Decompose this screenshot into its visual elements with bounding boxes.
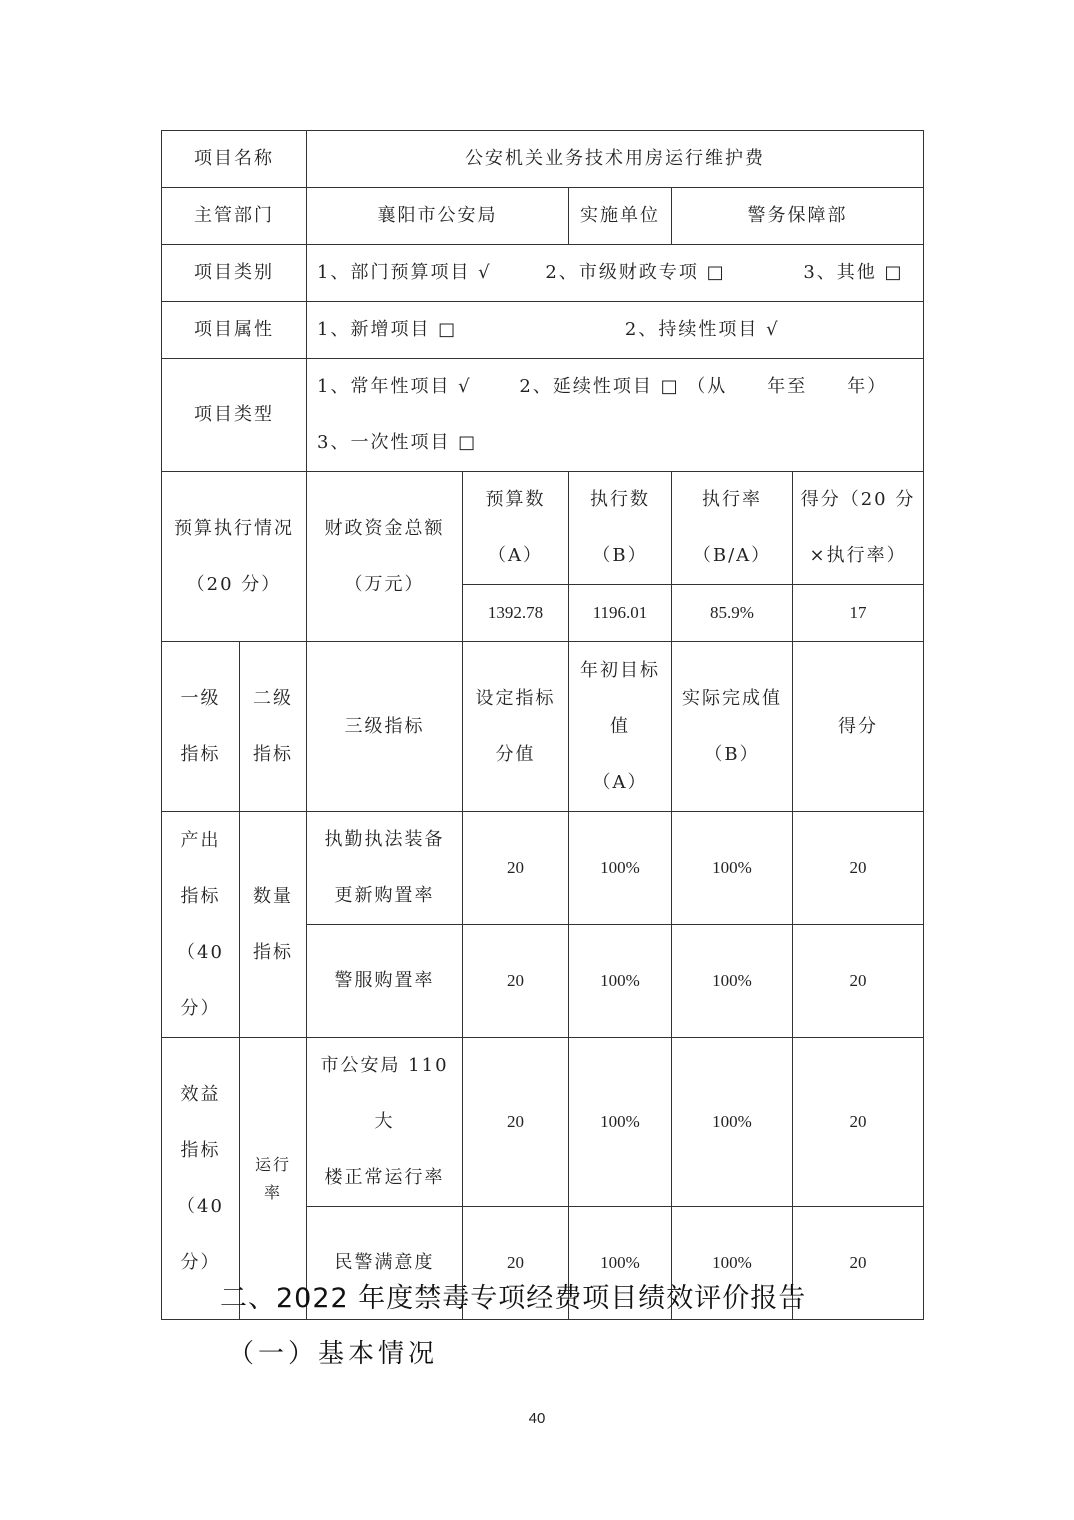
type-option-continuing: 2、延续性项目 □ （从 年至 年） — [519, 376, 888, 397]
target-cell: 100% — [569, 1207, 672, 1320]
level3-item-name — [307, 812, 463, 925]
score-cell: 20 — [793, 925, 924, 1038]
row-type — [162, 359, 924, 472]
set-score-header — [463, 642, 569, 812]
level2-quantity-line1: 数量 — [253, 885, 293, 907]
impl-unit-value: 警务保障部 — [672, 188, 924, 245]
category-option-other: 3、其他 □ — [803, 262, 904, 283]
level1-header — [162, 642, 240, 812]
budget-score-header-line1: 得分（20 分 — [800, 489, 916, 510]
level2-quantity — [240, 812, 307, 1038]
page-number: 40 — [528, 1410, 546, 1427]
exec-amount-header — [569, 472, 672, 585]
exec-rate-header-line2: （B/A） — [692, 545, 772, 566]
attribute-option-ongoing: 2、持续性项目 √ — [624, 319, 780, 340]
type-label: 项目类型 — [162, 359, 307, 472]
budget-score-header-line2: ×执行率） — [809, 545, 907, 566]
set-score-cell: 20 — [463, 1207, 569, 1320]
type-option-annual: 1、常年性项目 √ — [317, 376, 472, 397]
exec-rate-header — [672, 472, 793, 585]
set-score-cell: 20 — [463, 925, 569, 1038]
budget-amount-value: 1392.78 — [463, 585, 569, 642]
level2-quantity-line2: 指标 — [253, 941, 293, 963]
attribute-option-new: 1、新增项目 □ — [317, 319, 458, 340]
exec-rate-value: 85.9% — [672, 585, 793, 642]
target-header-line3: （A） — [592, 771, 648, 793]
level1-output-line4: 分） — [180, 997, 221, 1019]
actual-header-line1: 实际完成值 — [682, 687, 782, 709]
set-score-cell: 20 — [463, 812, 569, 925]
actual-cell: 100% — [672, 925, 793, 1038]
department-label: 主管部门 — [162, 188, 307, 245]
level3-item-name — [307, 1038, 463, 1207]
level1-output — [162, 812, 240, 1038]
category-option-city-special: 2、市级财政专项 □ — [545, 262, 726, 283]
exec-amount-header-line2: （B） — [592, 545, 648, 566]
level1-header-line1: 一级 — [180, 687, 221, 709]
level2-operation-rate-line2: 率 — [263, 1182, 282, 1202]
level1-output-line1: 产出 — [180, 829, 221, 851]
performance-table — [161, 130, 924, 1320]
level2-header-line2: 指标 — [253, 743, 293, 765]
set-score-header-line1: 设定指标 — [475, 687, 556, 709]
level1-output-line2: 指标 — [180, 885, 221, 907]
category-option-dept-budget: 1、部门预算项目 √ — [317, 262, 492, 283]
level2-header-line1: 二级 — [253, 687, 293, 709]
level1-header-line2: 指标 — [180, 743, 221, 765]
exec-amount-header-line1: 执行数 — [590, 489, 650, 510]
type-options — [307, 359, 924, 472]
actual-header — [672, 642, 793, 812]
row-project-name — [162, 131, 924, 188]
target-header — [569, 642, 672, 812]
level3-item-name-line1: 市公安局 110 大 — [320, 1055, 449, 1132]
attribute-label: 项目属性 — [162, 302, 307, 359]
level2-header — [240, 642, 307, 812]
level3-item-name-line1: 执勤执法装备 — [324, 829, 445, 850]
exec-rate-header-line1: 执行率 — [702, 489, 762, 510]
score-header: 得分 — [793, 642, 924, 812]
type-option-one-time: 3、一次性项目 □ — [317, 432, 478, 453]
budget-score-header — [793, 472, 924, 585]
level3-item-name-line2: 楼正常运行率 — [324, 1167, 445, 1188]
actual-cell: 100% — [672, 812, 793, 925]
row-budget-header — [162, 472, 924, 585]
level3-header: 三级指标 — [307, 642, 463, 812]
row-category — [162, 245, 924, 302]
table-row — [162, 1038, 924, 1207]
exec-amount-value: 1196.01 — [569, 585, 672, 642]
target-cell: 100% — [569, 1038, 672, 1207]
fund-total-label-line2: （万元） — [344, 573, 425, 595]
level1-benefit-line1: 效益 — [180, 1083, 221, 1105]
impl-unit-label: 实施单位 — [569, 188, 672, 245]
budget-amount-header — [463, 472, 569, 585]
row-department — [162, 188, 924, 245]
department-value: 襄阳市公安局 — [307, 188, 569, 245]
target-header-line2: 值 — [610, 715, 630, 737]
fund-total-label-line1: 财政资金总额 — [324, 517, 445, 539]
row-indicator-header — [162, 642, 924, 812]
level3-item-name: 警服购置率 — [307, 925, 463, 1038]
level1-benefit-line2: 指标 — [180, 1139, 221, 1161]
level1-benefit-line4: 分） — [180, 1251, 221, 1273]
target-cell: 100% — [569, 812, 672, 925]
score-cell: 20 — [793, 1038, 924, 1207]
level2-operation-rate-line1: 运行 — [254, 1154, 291, 1174]
budget-exec-label-line1: 预算执行情况 — [174, 517, 294, 539]
budget-amount-header-line1: 预算数 — [485, 489, 546, 510]
budget-amount-header-line2: （A） — [488, 545, 543, 566]
actual-cell: 100% — [672, 1207, 793, 1320]
set-score-header-line2: 分值 — [495, 743, 536, 765]
budget-exec-label-line2: （20 分） — [186, 573, 282, 595]
score-cell: 20 — [793, 1207, 924, 1320]
category-label: 项目类别 — [162, 245, 307, 302]
section-heading: 二、2022 年度禁毒专项经费项目绩效评价报告 — [220, 1283, 807, 1314]
attribute-options — [307, 302, 924, 359]
level3-item-name: 民警满意度 — [307, 1207, 463, 1320]
score-cell: 20 — [793, 812, 924, 925]
budget-exec-label — [162, 472, 307, 642]
project-name-value: 公安机关业务技术用房运行维护费 — [307, 131, 924, 188]
budget-score-value: 17 — [793, 585, 924, 642]
actual-cell: 100% — [672, 1038, 793, 1207]
project-name-label: 项目名称 — [162, 131, 307, 188]
target-cell: 100% — [569, 925, 672, 1038]
row-attribute — [162, 302, 924, 359]
set-score-cell: 20 — [463, 1038, 569, 1207]
level1-output-line3: （40 — [177, 941, 224, 963]
level3-item-name-line2: 更新购置率 — [334, 885, 435, 906]
fund-total-label — [307, 472, 463, 642]
table-row — [162, 812, 924, 925]
subsection-heading: （一）基本情况 — [228, 1339, 439, 1369]
level1-benefit-line3: （40 — [177, 1195, 224, 1217]
actual-header-line2: （B） — [704, 743, 760, 765]
target-header-line1: 年初目标 — [580, 659, 660, 681]
category-options — [307, 245, 924, 302]
